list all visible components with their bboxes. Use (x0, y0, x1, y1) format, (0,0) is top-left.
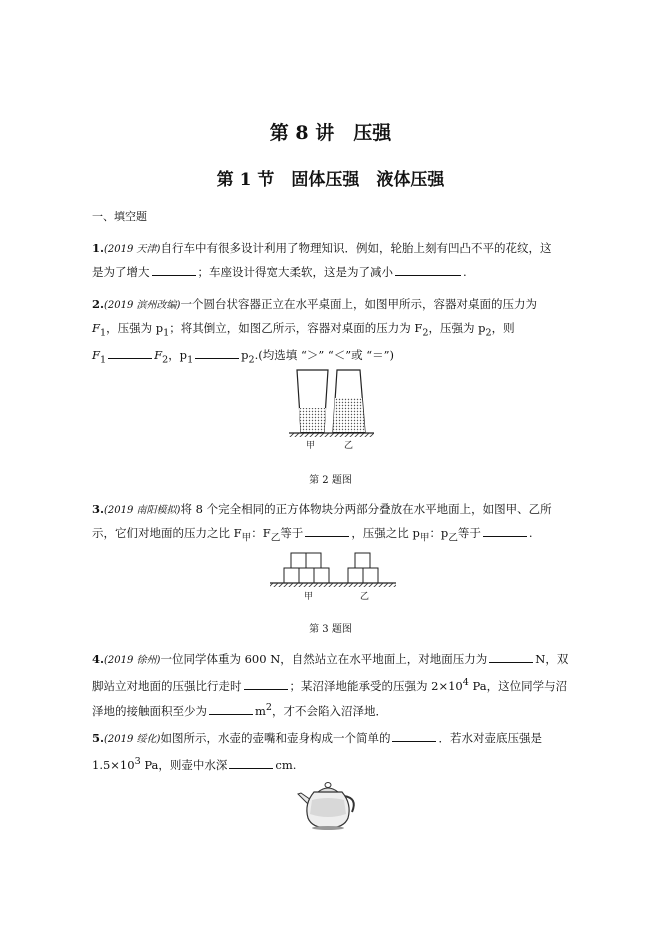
question-text: m (255, 703, 266, 718)
answer-blank[interactable] (152, 264, 196, 276)
figure-2-containers (284, 368, 384, 463)
answer-blank[interactable] (244, 678, 288, 690)
subscript: 2 (422, 327, 429, 339)
question-3-line-1 (92, 498, 572, 522)
question-text: 泽地的接触面积至少为 (92, 703, 207, 718)
question-text: ，p (168, 348, 188, 363)
figure-3-caption: 第 3 题图 (309, 624, 352, 635)
question-5-line-1 (92, 727, 572, 751)
superscript: 3 (134, 756, 141, 767)
question-3-line-2 (92, 522, 572, 549)
question-text: 如图所示，水壶的壶嘴和壶身构成一个简单的 (160, 731, 391, 745)
answer-blank[interactable] (483, 525, 527, 537)
superscript: 2 (265, 701, 273, 713)
variable: F (92, 321, 100, 335)
question-source: (2019 徐州) (104, 655, 161, 666)
teapot-icon (294, 780, 364, 832)
figure-3-label-b: 乙 (360, 592, 370, 602)
question-text: N，双 (535, 652, 569, 666)
subscript: 甲 (419, 532, 430, 544)
question-5 (92, 727, 572, 776)
question-2-line-1 (92, 293, 572, 317)
variable: F (154, 348, 163, 363)
question-4-line-3 (92, 697, 572, 722)
question-text: Pa，则壶中水深 (140, 757, 228, 772)
question-number: 4. (92, 652, 105, 666)
answer-blank[interactable] (392, 730, 436, 742)
subscript: 1 (163, 327, 170, 339)
subscript: 乙 (270, 532, 281, 544)
table-hatch (289, 433, 374, 437)
figure-2-label-b: 乙 (344, 441, 354, 451)
figure-2-label-a: 甲 (306, 441, 316, 451)
question-text: ；某沼泽地能承受的压强为 2×10 (289, 678, 463, 693)
subscript: 1 (99, 327, 107, 339)
question-3 (92, 498, 572, 549)
page-subtitle: 第 1 节 固体压强 液体压强 (216, 170, 445, 190)
container-inverted (333, 370, 365, 432)
question-text: ，压强为 p (106, 321, 164, 335)
question-text: 是为了增大 (92, 265, 150, 279)
cube-group-a (284, 553, 329, 583)
question-text: 一位同学体重为 600 N，自然站立在水平地面上，对地面压力为 (160, 652, 488, 666)
subscript: 1 (187, 354, 194, 366)
container-upright (297, 370, 328, 432)
question-text: 等于 (457, 526, 481, 540)
subscript: 1 (99, 354, 107, 366)
question-text: p (241, 348, 249, 363)
section-heading: 一、填空题 (92, 210, 147, 223)
question-text: ，压强之比 p (351, 526, 420, 540)
question-2 (92, 293, 572, 372)
subscript: 2 (248, 354, 255, 366)
question-source: (2019 滨州改编) (104, 300, 181, 311)
question-1 (92, 237, 572, 283)
question-text: ：p (429, 526, 449, 540)
question-text: ．若水对壶底压强是 (438, 731, 542, 745)
question-text: 等于 (280, 526, 304, 540)
question-4 (92, 648, 572, 722)
answer-blank[interactable] (395, 264, 461, 276)
answer-blank[interactable] (305, 525, 349, 537)
question-1-line-1 (92, 237, 572, 261)
question-text: 示，它们对地面的压力之比 F (92, 526, 242, 540)
question-text: 一个圆台状容器正立在水平桌面上，如图甲所示，容器对桌面的压力为 (180, 297, 537, 311)
figure-2-caption: 第 2 题图 (309, 475, 352, 486)
ground-hatch (270, 583, 396, 587)
question-text: ：F (251, 526, 271, 540)
question-text: ，才不会陷入沼泽地． (272, 703, 388, 718)
question-text: cm. (275, 757, 297, 772)
question-text: . (463, 265, 467, 279)
subscript: 2 (485, 327, 492, 339)
question-text: .(均选填 “＞” “＜”或 “＝”) (254, 348, 395, 363)
question-text: 1.5×10 (92, 757, 135, 772)
question-text: ，压强为 p (428, 321, 486, 335)
subscript: 乙 (448, 532, 458, 544)
answer-blank[interactable] (489, 651, 533, 663)
question-number: 1. (92, 241, 105, 255)
question-text: 自行车中有很多设计利用了物理知识．例如，轮胎上刻有凹凸不平的花纹，这 (160, 241, 552, 255)
question-text: ；将其倒立，如图乙所示，容器对桌面的压力为 F (169, 321, 423, 335)
question-4-line-1 (92, 648, 572, 672)
question-text: 脚站立对地面的压强比行走时 (92, 678, 242, 693)
subscript: 甲 (241, 532, 252, 544)
answer-blank[interactable] (209, 703, 253, 715)
question-text: 将 8 个完全相同的正方体物块分两部分叠放在水平地面上，如图甲、乙所 (180, 502, 552, 516)
answer-blank[interactable] (195, 347, 239, 359)
question-5-line-2 (92, 751, 572, 776)
page-title: 第 8 讲 压强 (269, 122, 392, 144)
question-source: (2019 绥化) (104, 734, 161, 745)
question-1-line-2 (92, 261, 572, 283)
question-text: Pa，这位同学与沼 (468, 678, 568, 693)
question-source: (2019 天津) (104, 244, 161, 255)
variable: F (92, 348, 100, 363)
subscript: 2 (162, 354, 169, 366)
question-2-line-2 (92, 317, 572, 344)
question-number: 5. (92, 731, 105, 745)
superscript: 4 (462, 677, 469, 688)
question-4-line-2 (92, 672, 572, 697)
cube-group-b (348, 553, 378, 583)
figure-3-cubes (268, 548, 398, 602)
question-text: ，则 (491, 321, 515, 335)
question-number: 3. (92, 502, 105, 516)
answer-blank[interactable] (108, 347, 152, 359)
question-source: (2019 南阳模拟) (104, 505, 181, 516)
figure-3-label-a: 甲 (304, 592, 314, 602)
answer-blank[interactable] (229, 757, 273, 769)
question-number: 2. (92, 297, 105, 311)
question-text: ；车座设计得宽大柔软，这是为了减小 (197, 265, 393, 279)
question-text: . (528, 526, 533, 540)
